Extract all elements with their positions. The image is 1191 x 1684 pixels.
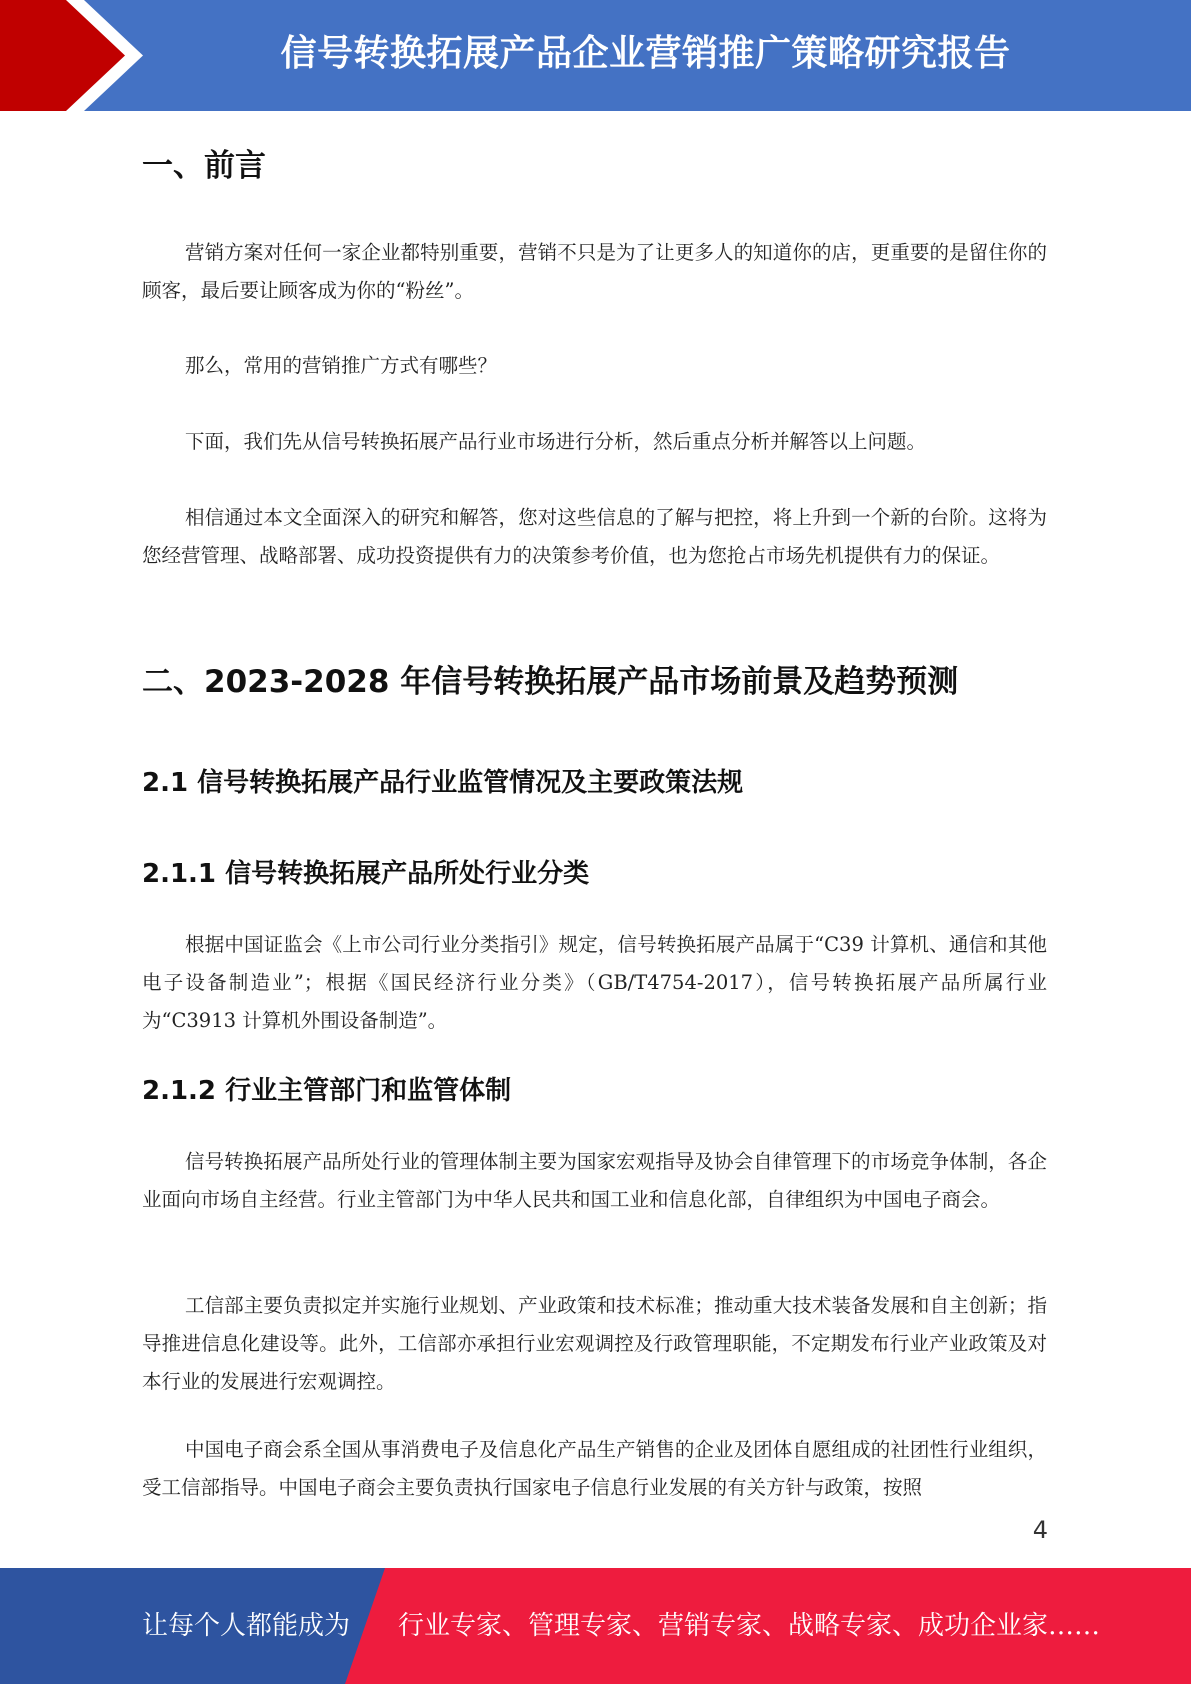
header-banner [0, 0, 1191, 111]
report-title: 信号转换拓展产品企业营销推广策略研究报告 [280, 33, 1011, 74]
paragraph: 营销方案对任何一家企业都特别重要，营销不只是为了让更多人的知道你的店，更重要的是留住你的顾客，最后要让顾客成为你的“粉丝”。 [142, 241, 1047, 302]
paragraph: 根据中国证监会《上市公司行业分类指引》规定，信号转换拓展产品属于“C39 计算机、通信和其他电子设备制造业”；根据《国民经济行业分类》（GB/T4754-2017），信号转换拓展产品所属行业为“C3913 计算机外围设备制造”。 [142, 933, 1047, 1032]
subsection-heading-2-1-2: 2.1.2 行业主管部门和监管体制 [142, 1076, 512, 1106]
page-number: 4 [1032, 1516, 1048, 1544]
subsection-heading-2-1-1: 2.1.1 信号转换拓展产品所处行业分类 [142, 859, 590, 889]
paragraph: 信号转换拓展产品所处行业的管理体制主要为国家宏观指导及协会自律管理下的市场竞争体制，各企业面向市场自主经营。行业主管部门为中华人民共和国工业和信息化部，自律组织为中国电子商会。 [142, 1150, 1047, 1211]
section-heading-preface: 一、前言 [142, 148, 266, 184]
section-heading-forecast: 二、2023-2028 年信号转换拓展产品市场前景及趋势预测 [142, 664, 959, 700]
paragraph: 那么，常用的营销推广方式有哪些？ [185, 354, 498, 377]
paragraph: 中国电子商会系全国从事消费电子及信息化产品生产销售的企业及团体自愿组成的社团性行业组织，受工信部指导。中国电子商会主要负责执行国家电子信息行业发展的有关方针与政策，按照 [142, 1438, 1047, 1499]
subsection-heading-2-1: 2.1 信号转换拓展产品行业监管情况及主要政策法规 [142, 768, 744, 798]
paragraph: 下面，我们先从信号转换拓展产品行业市场进行分析，然后重点分析并解答以上问题。 [185, 430, 927, 453]
paragraph: 相信通过本文全面深入的研究和解答，您对这些信息的了解与把控，将上升到一个新的台阶。这将为您经营管理、战略部署、成功投资提供有力的决策参考价值，也为您抢占市场先机提供有力的保证。 [142, 506, 1047, 567]
paragraph: 工信部主要负责拟定并实施行业规划、产业政策和技术标准；推动重大技术装备发展和自主创新；指导推进信息化建设等。此外，工信部亦承担行业宏观调控及行政管理职能，不定期发布行业产业政策及对本行业的发展进行宏观调控。 [142, 1294, 1047, 1393]
footer-slogan-right: 行业专家、管理专家、营销专家、战略专家、成功企业家…… [398, 1611, 1101, 1641]
header-chevron-icon [0, 0, 150, 111]
footer-banner [0, 1568, 1191, 1684]
footer-slogan-left: 让每个人都能成为 [142, 1611, 351, 1641]
